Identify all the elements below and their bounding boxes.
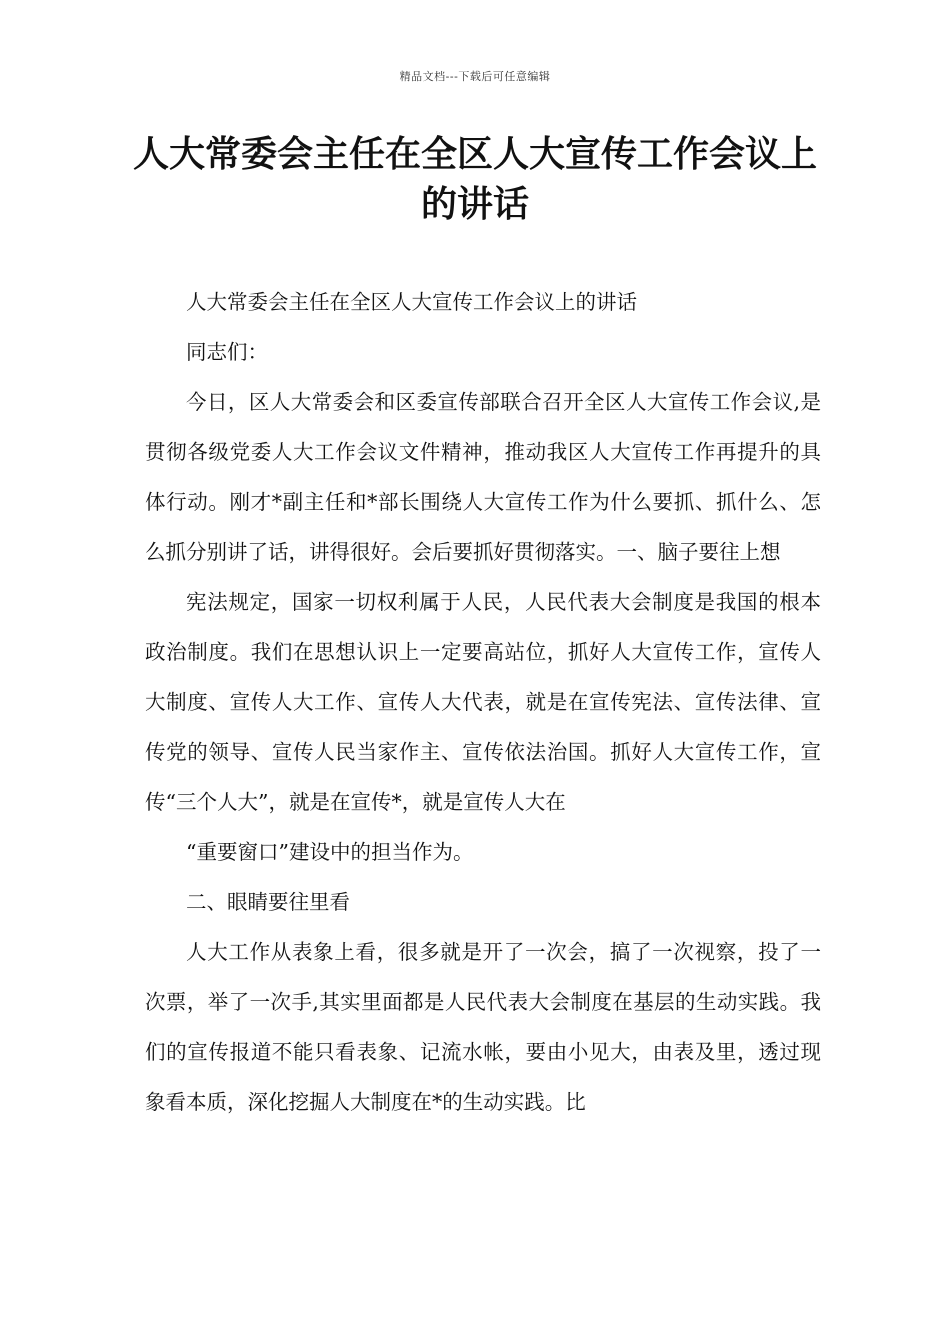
paragraph-salutation: 同志们： — [186, 340, 268, 364]
paragraph-constitution: 宪法规定，国家一切权利属于人民，人民代表大会制度是我国的根本政治制度。我们在思想认识上一定要高站位，抓好人大宣传工作，宣传人大制度、宣传人大工作、宣传人大代表，就是在宣传宪法、宣传法律、宣传党的领导、宣传人民当家作主、宣传依法治国。抓好人大宣传工作，宣传“三个人大”，就是在宣传*，就是宣传人大在 — [145, 590, 821, 814]
section-heading-2: 二、眼睛要往里看 — [186, 890, 350, 914]
document-title: 人大常委会主任在全区人大宣传工作会议上的讲话 — [132, 134, 817, 225]
paragraph-window: “重要窗口”建设中的担当作为。 — [186, 840, 474, 864]
paragraph-subtitle: 人大常委会主任在全区人大宣传工作会议上的讲话 — [186, 290, 637, 314]
header-note: 精品文档---下载后可任意编辑 — [399, 70, 551, 83]
paragraph-practice: 人大工作从表象上看，很多就是开了一次会，搞了一次视察，投了一次票，举了一次手,其实里面都是人民代表大会制度在基层的生动实践。我们的宣传报道不能只看表象、记流水帐，要由小见大，由表及里，透过现象看本质，深化挖掘人大制度在*的生动实践。比 — [145, 940, 821, 1114]
document-body — [145, 277, 821, 1127]
paragraph-intro: 今日，区人大常委会和区委宣传部联合召开全区人大宣传工作会议,是贯彻各级党委人大工作会议文件精神，推动我区人大宣传工作再提升的具体行动。刚才*副主任和*部长围绕人大宣传工作为什么要抓、抓什么、怎么抓分别讲了话，讲得很好。会后要抓好贯彻落实。一、脑子要往上想 — [145, 390, 821, 564]
